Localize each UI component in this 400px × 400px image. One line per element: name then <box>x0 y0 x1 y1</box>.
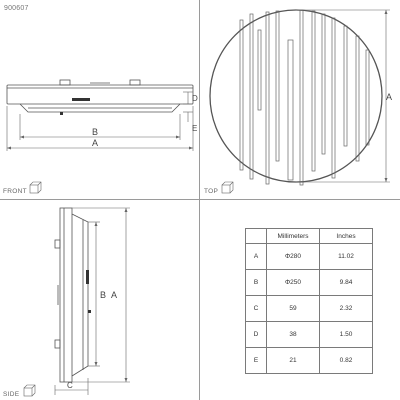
cube-icon <box>24 385 35 396</box>
table-cell-inches: 1.50 <box>320 322 373 348</box>
table-cell-inches: 11.02 <box>320 244 373 270</box>
cube-icon <box>30 182 41 193</box>
side-view-label: SIDE <box>3 391 20 398</box>
table-cell-mm: 21 <box>267 348 320 374</box>
table-header-inches: Inches <box>320 229 373 244</box>
front-lamp-label-plate <box>72 98 90 101</box>
dim-label-b: B <box>92 127 99 137</box>
dim-label-c: C <box>67 381 73 390</box>
table-row <box>246 348 373 374</box>
product-code: 900607 <box>4 5 29 12</box>
front-mount-bracket-left <box>60 80 70 85</box>
side-mount-top <box>55 240 60 248</box>
table-cell-inches: 9.84 <box>320 270 373 296</box>
table-cell-letter: B <box>246 270 267 296</box>
front-lamp-clip <box>60 112 63 115</box>
table-header-millimeters: Millimeters <box>267 229 320 244</box>
top-view-label: TOP <box>204 188 219 195</box>
dim-label-b-side: B <box>100 290 107 300</box>
table-cell-letter: E <box>246 348 267 374</box>
table-header-empty <box>246 229 267 244</box>
dim-label-a: A <box>92 138 99 148</box>
dim-label-a-side: A <box>111 290 118 300</box>
table-cell-letter: D <box>246 322 267 348</box>
front-view-label: FRONT <box>3 188 27 195</box>
side-mount-bottom <box>55 340 60 348</box>
side-lamp-clip <box>88 310 91 313</box>
side-view-drawing <box>0 200 200 400</box>
table-cell-mm: 38 <box>267 322 320 348</box>
top-view-drawing <box>200 0 400 200</box>
table-cell-inches: 2.32 <box>320 296 373 322</box>
side-lamp-label-plate <box>86 270 89 284</box>
table-cell-inches: 0.82 <box>320 348 373 374</box>
cube-icon <box>222 182 233 193</box>
table-cell-mm: Φ250 <box>267 270 320 296</box>
dim-label-d: D <box>192 94 198 103</box>
table-row <box>246 244 373 270</box>
top-lamp-stripes <box>240 10 369 185</box>
table-row <box>246 322 373 348</box>
table-header-row <box>246 229 373 244</box>
dim-label-e: E <box>192 124 198 133</box>
table-cell-letter: C <box>246 296 267 322</box>
front-view-drawing <box>0 0 200 200</box>
table-cell-letter: A <box>246 244 267 270</box>
table-cell-mm: 59 <box>267 296 320 322</box>
table-cell-mm: Φ280 <box>267 244 320 270</box>
dimension-table <box>245 228 373 374</box>
dim-label-a-top: A <box>386 92 393 102</box>
side-lamp-diffuser <box>72 214 88 376</box>
table-row <box>246 296 373 322</box>
side-lamp-body <box>60 208 72 382</box>
table-row <box>246 270 373 296</box>
front-mount-bracket-right <box>130 80 140 85</box>
